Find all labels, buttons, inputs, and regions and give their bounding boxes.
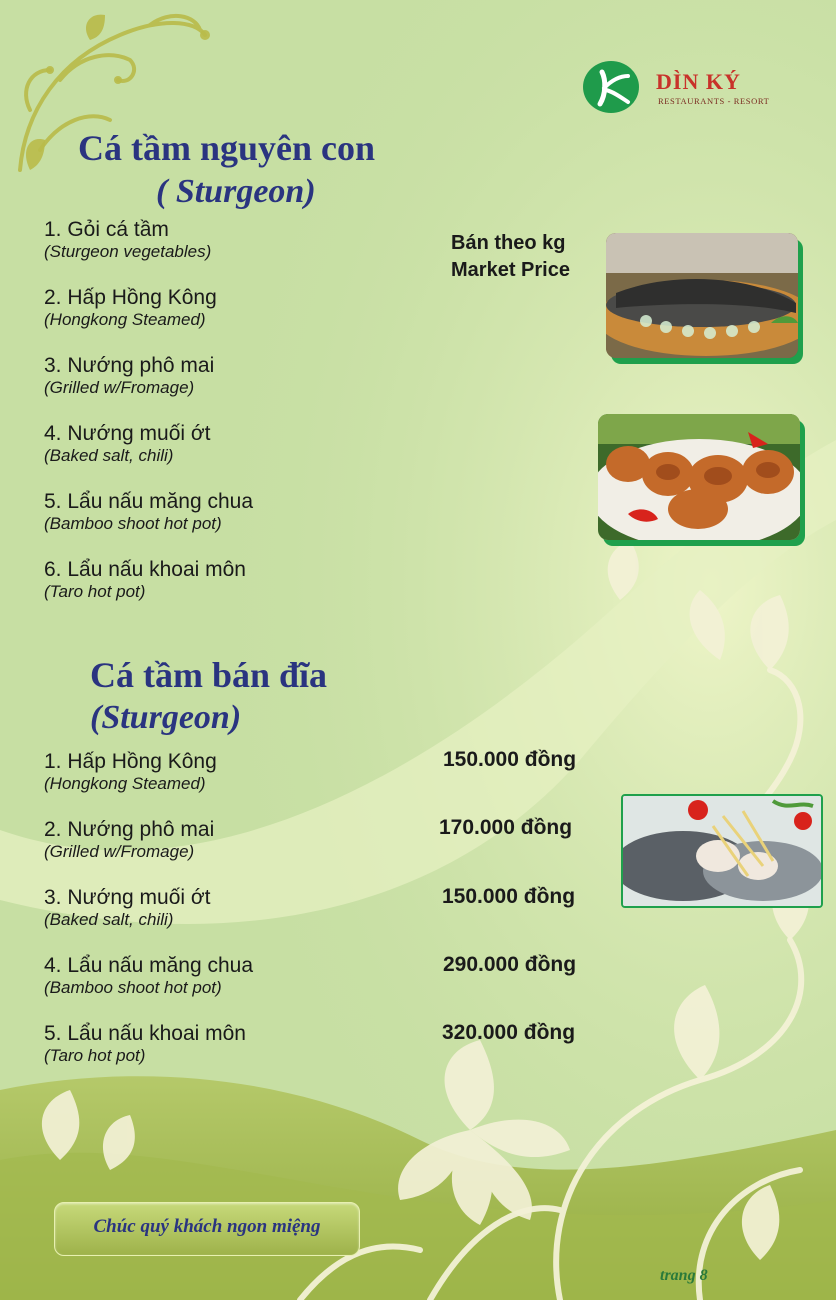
item-price: 170.000 đồng <box>439 816 573 839</box>
item-name: 2. Hấp Hồng Kông <box>44 286 217 309</box>
item-desc: (Taro hot pot) <box>44 582 146 601</box>
list-item <box>44 286 217 330</box>
item-desc: (Grilled w/Fromage) <box>44 378 195 397</box>
item-price: 150.000 đồng <box>443 748 577 771</box>
photo-whole-sturgeon <box>606 233 798 358</box>
item-desc: (Hongkong Steamed) <box>44 310 206 329</box>
photo-sliced-sturgeon <box>621 794 823 908</box>
note-line-2: Market Price <box>451 259 570 281</box>
item-name: 5. Lẩu nấu khoai môn <box>44 1022 246 1045</box>
section2-subtitle: (Sturgeon) <box>90 699 242 736</box>
brand-tagline: RESTAURANTS - RESORT <box>658 96 770 106</box>
item-name: 3. Nướng muối ớt <box>44 886 211 909</box>
item-name: 1. Gỏi cá tầm <box>44 218 169 241</box>
item-desc: (Hongkong Steamed) <box>44 774 206 793</box>
item-name: 2. Nướng phô mai <box>44 818 215 841</box>
list-item <box>44 750 217 794</box>
list-item <box>44 422 211 466</box>
footer-greeting-box <box>54 1202 360 1256</box>
list-item <box>44 818 214 862</box>
item-desc: (Baked salt, chili) <box>44 910 174 929</box>
list-item <box>44 218 211 262</box>
note-line-1: Bán theo kg <box>451 232 566 254</box>
sturgeon-platter-image <box>606 233 798 358</box>
item-desc: (Bamboo shoot hot pot) <box>44 978 222 997</box>
list-item <box>44 490 253 534</box>
list-item <box>44 954 253 998</box>
grilled-fish-image <box>598 414 800 540</box>
item-name: 4. Nướng muối ớt <box>44 422 211 445</box>
k-leaf-logo-icon <box>582 60 640 114</box>
list-item <box>44 1022 246 1066</box>
item-price: 320.000 đồng <box>442 1021 576 1044</box>
list-item <box>44 354 214 398</box>
item-name: 1. Hấp Hồng Kông <box>44 750 217 773</box>
section1-title: Cá tầm nguyên con <box>78 128 376 168</box>
brand-logo <box>582 60 772 116</box>
photo-grilled-sturgeon <box>598 414 800 540</box>
item-desc: (Taro hot pot) <box>44 1046 146 1065</box>
item-name: 5. Lẩu nấu măng chua <box>44 490 253 513</box>
list-item <box>44 558 246 602</box>
footer-greeting: Chúc quý khách ngon miệng <box>93 1216 321 1237</box>
item-price: 290.000 đồng <box>443 953 577 976</box>
page-number: trang 8 <box>660 1267 708 1284</box>
item-name: 4. Lẩu nấu măng chua <box>44 954 253 977</box>
item-name: 6. Lẩu nấu khoai môn <box>44 558 246 581</box>
section2-title: Cá tầm bán đĩa <box>90 655 328 695</box>
item-desc: (Baked salt, chili) <box>44 446 174 465</box>
item-desc: (Bamboo shoot hot pot) <box>44 514 222 533</box>
item-desc: (Grilled w/Fromage) <box>44 842 195 861</box>
item-desc: (Sturgeon vegetables) <box>44 242 212 261</box>
item-price: 150.000 đồng <box>442 885 576 908</box>
item-name: 3. Nướng phô mai <box>44 354 215 377</box>
brand-name: DÌN KÝ <box>656 69 741 94</box>
market-price-note <box>451 230 570 284</box>
sliced-fish-image <box>623 796 821 906</box>
section1-subtitle: ( Sturgeon) <box>156 173 316 210</box>
list-item <box>44 886 211 930</box>
